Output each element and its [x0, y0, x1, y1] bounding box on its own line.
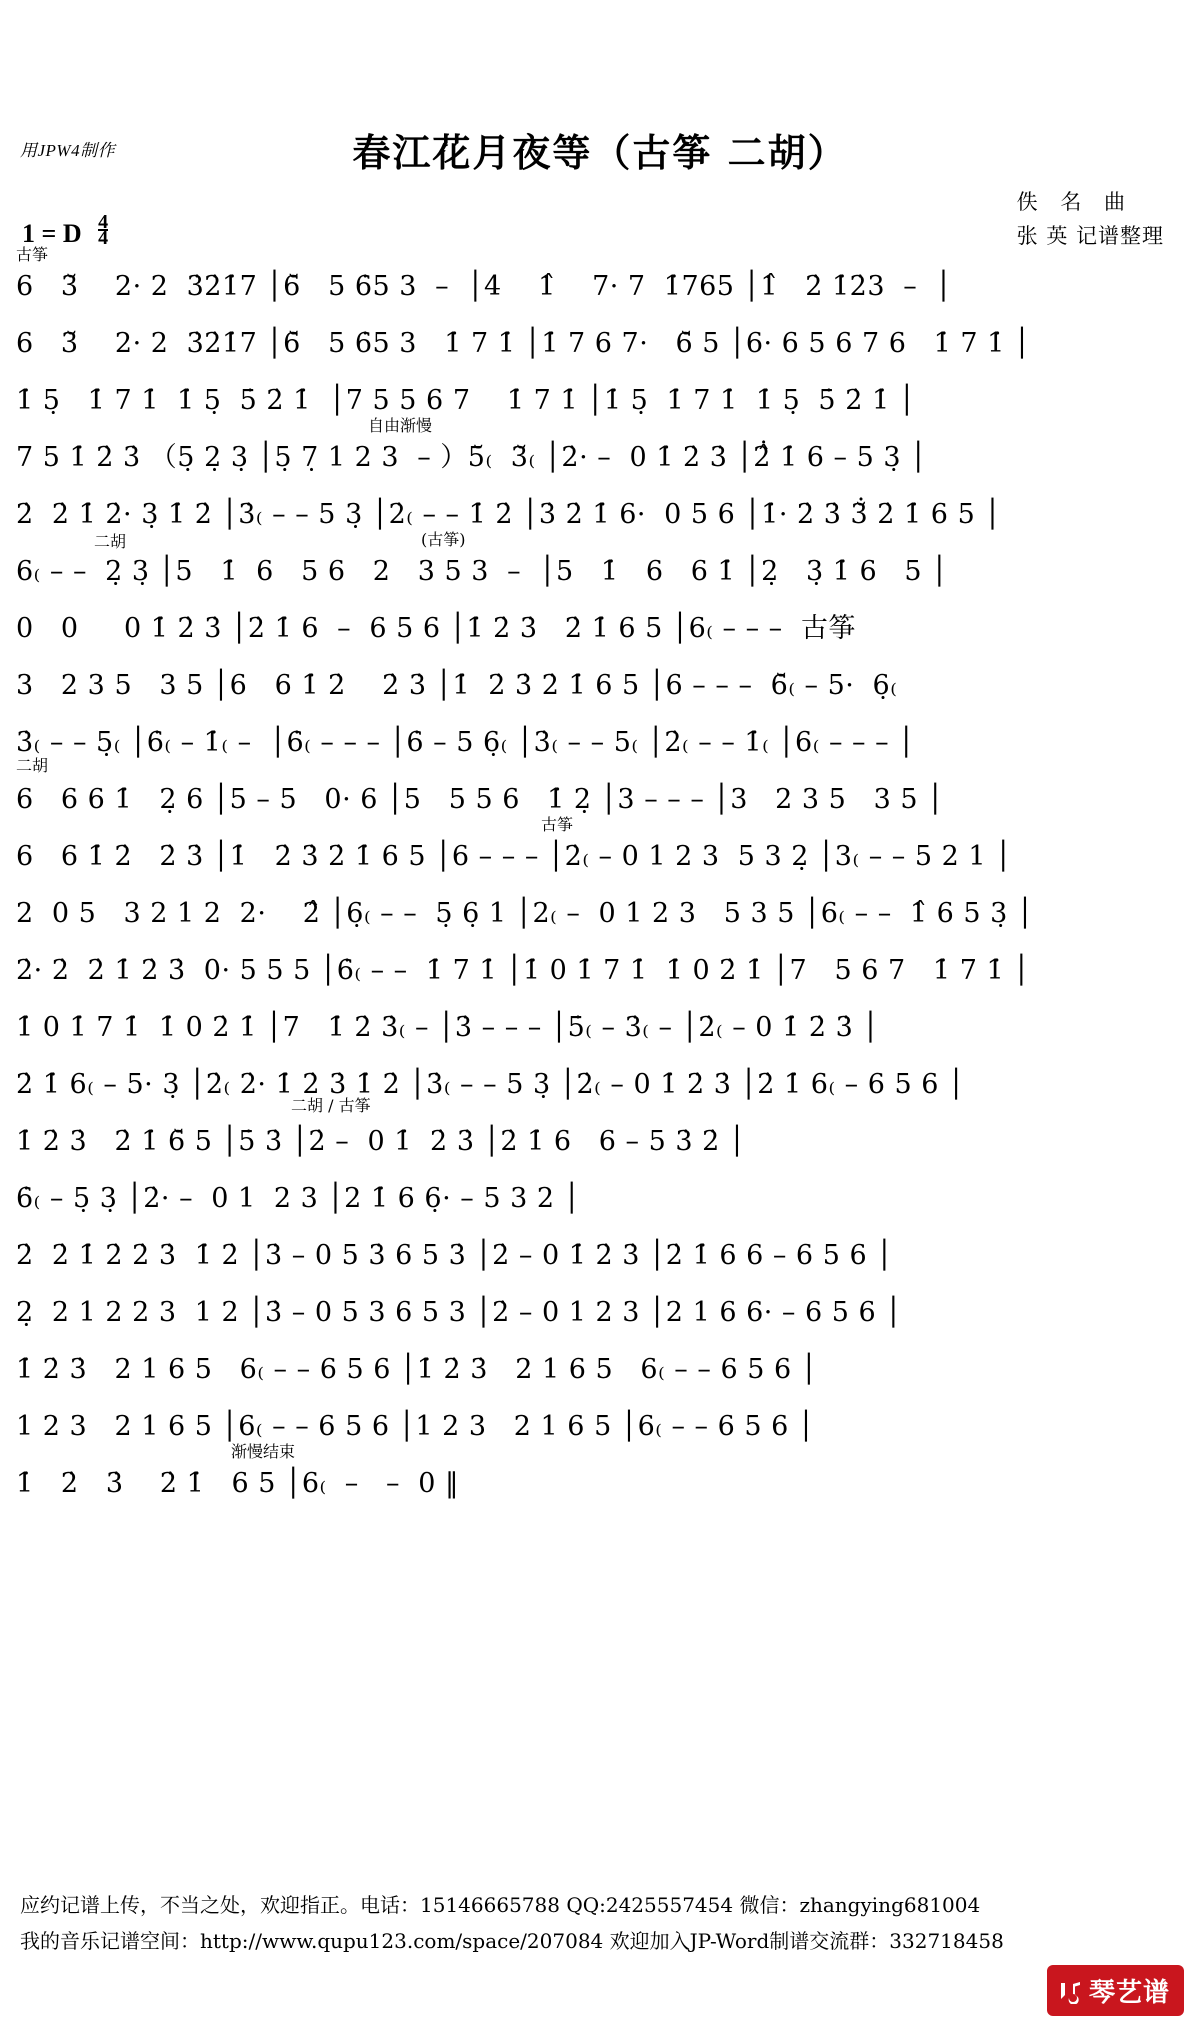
- staff-row: [16, 815, 1184, 885]
- time-signature-numerator: 4: [98, 211, 109, 233]
- footer-space-line: 我的音乐记谱空间：http://www.qupu123.com/space/207084 欢迎加入JP-Word制谱交流群：332718458: [20, 1929, 1004, 1953]
- staff-row: [16, 1284, 1184, 1341]
- instrument-label-guzheng: 古筝: [16, 245, 49, 264]
- key-signature-text: 1 = D: [22, 219, 82, 248]
- staff-row: [16, 1341, 1184, 1398]
- staff-row: [16, 315, 1184, 372]
- staff-row: [16, 1056, 1184, 1113]
- staff-row: [16, 1096, 1184, 1170]
- notation-line: 6 6 1̇ 2̇ 2̇ 3̇ │1̇ 2̇ 3̇ 2̇ 1̇ 6 5 │6 – – – │2̇₍ – 0 1 2 3 5 3 2̣ │3₍ – – 5 2 1 │: [16, 841, 1012, 872]
- notation-line: 1̇ 5̣ 1̇ 7 1̇ 1̇ 5̣ 5̇ 2̇ 1̇ │7 5 5 6 7 1̇ 7 1̇ │1̇ 5̣ 1̇ 7 1̇ 1̇ 5̣ 5̇ 2̇ 1̇ │: [16, 385, 916, 416]
- music-note-icon: [1057, 1978, 1083, 2004]
- staff-row: [16, 245, 1184, 315]
- staff-row: [16, 486, 1184, 543]
- notation-line: 2̇ 2̇ 1̇ 2̇· 3̣ 1̇ 2̇ │3̇₍ – – 5 3̣ │2̇₍ – – 1̇ 2̇ │3̇ 2̇ 1̇ 6· 0 5 6 │1̇· 2̇ 3̇ 3̆̇ 2̇ 1̇ 6 5 │: [16, 499, 1002, 530]
- time-signature-denominator: 4: [98, 227, 109, 249]
- notation-line: 6₍ – – 2̣ 3̣ │5 1̇ 6 5 6 2 3 5 3 – │5 1̇ 6 6 1̇ │2̣ 3̣ 1̇ 6 5 │: [16, 556, 948, 587]
- instrument-label-erhu-guzheng: 二胡 / 古筝: [291, 1096, 371, 1115]
- staff-row: [16, 714, 1184, 771]
- footer-notes: [20, 1888, 1180, 1958]
- credits: [1017, 185, 1164, 253]
- notation-line: 1̇ 2̇ 3̇ 2̇ 1̇ 6 5 │6₍ – – 0 ‖: [16, 1468, 459, 1499]
- page-title: 春江花月夜等（古筝 二胡）: [352, 130, 848, 175]
- notation-line: 6 6 6 1̇ 2̣ 6 │5 – 5 0· 6 │5 5 5 6 1̇ 2̣ │3 – – – │3 2 3 5 3 5 │: [16, 784, 944, 815]
- staff-row: [16, 885, 1184, 942]
- staff-row: [16, 657, 1184, 714]
- notation-line: 2 0 5 3 2 1 2 2· 2̂ │6̣₍ – – 5̣ 6̣ 1 │2₍ – 0 1 2 3 5 3 5 │6₍ – – 1̂ 6 5 3̣ │: [16, 898, 1034, 929]
- notation-line: 2̇ 2̇ 1̇ 2̇ 2̇ 3̇ 1̇ 2̇ │3̇ – 0 5 3̇ 6 5 3̇ │2̇ – 0 1̇ 2̇ 3̇ │2̇ 1̇ 6 6 – 6 5 6 │: [16, 1240, 893, 1271]
- staff-row: [16, 416, 1184, 486]
- staff-row: [16, 1442, 1184, 1512]
- staff-row: [16, 600, 1184, 657]
- staff-row: [16, 999, 1184, 1056]
- time-signature: [98, 211, 109, 249]
- notation-line: 1̇ 2̇ 3̇ 2̇ 1̇ 6̆ 5 │5̇ 3̇ │2̇ – 0 1̇ 2̇ 3̇ │2̇ 1̇ 6 6 – 5 3̇ 2̇ │: [16, 1126, 746, 1157]
- instrument-label-erhu: 二胡: [16, 756, 49, 775]
- instrument-label-guzheng-paren: (古筝): [421, 530, 466, 549]
- notation-line: 0 0 0 1̇ 2̇ 3̇ │2̇ 1̇ 6 – 6 5 6 │1̇ 2̇ 3̇ 2̇ 1̇ 6 5 │6₍ – – – 古筝: [16, 613, 856, 644]
- notation-line: 1 2 3 2 1 6 5 │6₍ – – 6 5 6 │1 2 3 2 1 6 5 │6₍ – – 6 5 6 │: [16, 1411, 815, 1442]
- staff-row: [16, 1170, 1184, 1227]
- notation-line: 6 3̆ 2· 2 3̇2̇1̇7 │6̆ 5 6̇5 3 – │4 1̂ 7· 7 1̇765 │1̂ 2̇ 1̇2̇3 – │: [16, 271, 953, 302]
- site-watermark: [1047, 1965, 1184, 2016]
- notation-line: 2̇ 1̇ 6₍ – 5· 3̣ │2̇₍ 2̇· 1̇ 2̇ 3̇ 1̇ 2̇ │3̇₍ – – 5 3̣ │2̇₍ – 0 1̇ 2̇ 3̇ │2̇ 1̇ 6₍ – 6 5 6 │: [16, 1069, 965, 1100]
- notation-line: 2̣ 2 1 2 2 3 1 2 │3̇ – 0 5 3 6 5 3 │2̇ – 0 1 2 3 │2 1 6 6· – 6 5 6 │: [16, 1297, 903, 1328]
- tempo-marking-slow-end: 渐慢结束: [231, 1442, 296, 1461]
- footer-contact-line: 应约记谱上传，不当之处，欢迎指正。电话：15146665788 QQ:2425557454 微信：zhangying681004: [20, 1893, 981, 1917]
- staff-row: [16, 942, 1184, 999]
- notation-line: 1̇ 0 1̇ 7 1̇ 1̇ 0 2̇ 1̇ │7 1̇ 2̇ 3̇₍ – │3̇ – – – │5̇₍ – 3̇₍ – │2̇₍ – 0 1̇ 2̇ 3̇ │: [16, 1012, 880, 1043]
- staff-row: [16, 1227, 1184, 1284]
- composer-credit: 佚 名 曲: [1016, 190, 1133, 214]
- notation-line: 3̇₍ – – 5̣₍ │6̇₍ – 1̇₍ – │6̇₍ – – – │6̇ – 5 6̣₍ │3̇₍ – – 5₍ │2̇₍ – – 1̇₍ │6₍ – – – │: [16, 727, 915, 758]
- arranger-credit: 张 英 记谱整理: [1016, 224, 1164, 248]
- staff-row: [16, 530, 1184, 600]
- notation-line: 2̇· 2̇ 2̇ 1̇ 2̇ 3̇ 0· 5 5 5 │6̇₍ – – 1̇ 7 1̇ │1̇ 0 1̇ 7 1̇ 1̇ 0 2̇ 1̇ │7 5 6 7 1̇ 7 1̇ │: [16, 955, 1030, 986]
- instrument-label-guzheng: 古筝: [541, 815, 574, 834]
- maker-note: 用JPW4制作: [20, 141, 116, 160]
- tempo-marking-free-slow: 自由渐慢: [368, 416, 433, 435]
- notation-line: 3 2 3 5 3 5 │6 6 1̇ 2̇ 2̇ 3̇ │1̇ 2̇ 3̇ 2̇ 1̇ 6 5 │6 – – – 6̆₍ – 5· 6̣₍: [16, 670, 898, 701]
- staff-row: [16, 1398, 1184, 1455]
- instrument-label-erhu: 二胡: [94, 532, 127, 551]
- notation-line: 6̇₍ – 5̣ 3̣ │2̇· – 0 1 2 3 │2 1̇ 6 6̣· – 5 3 2 │: [16, 1183, 581, 1214]
- notation-body: [16, 245, 1184, 1512]
- site-watermark-label: 琴艺谱: [1088, 1978, 1170, 2008]
- staff-row: [16, 372, 1184, 429]
- notation-line: 6 3̆ 2· 2 3̇2̇1̇7 │6̆ 5 6̇5 3 1̇ 7 1̇ │1̇ 7 6 7· 6̆ 5 │6· 6 5 6 7 6 1̇ 7 1̇ │: [16, 328, 1031, 359]
- staff-row: [16, 756, 1184, 828]
- notation-line: 7 5 1̇ 2̇ 3̇ （5̣ 2̣ 3̣ │5̣ 7̣ 1 2 3 – ）5̆₍ 3̆₍ │2̇· – 0 1̇ 2̇ 3̇ │2̂̇ 1̇ 6 – 5 3̣ │: [16, 442, 927, 473]
- notation-line: 1̇ 2̇ 3̇ 2 1 6 5 6₍ – – 6 5 6 │1̇ 2̇ 3̇ 2 1 6 5 6₍ – – 6 5 6 │: [16, 1354, 818, 1385]
